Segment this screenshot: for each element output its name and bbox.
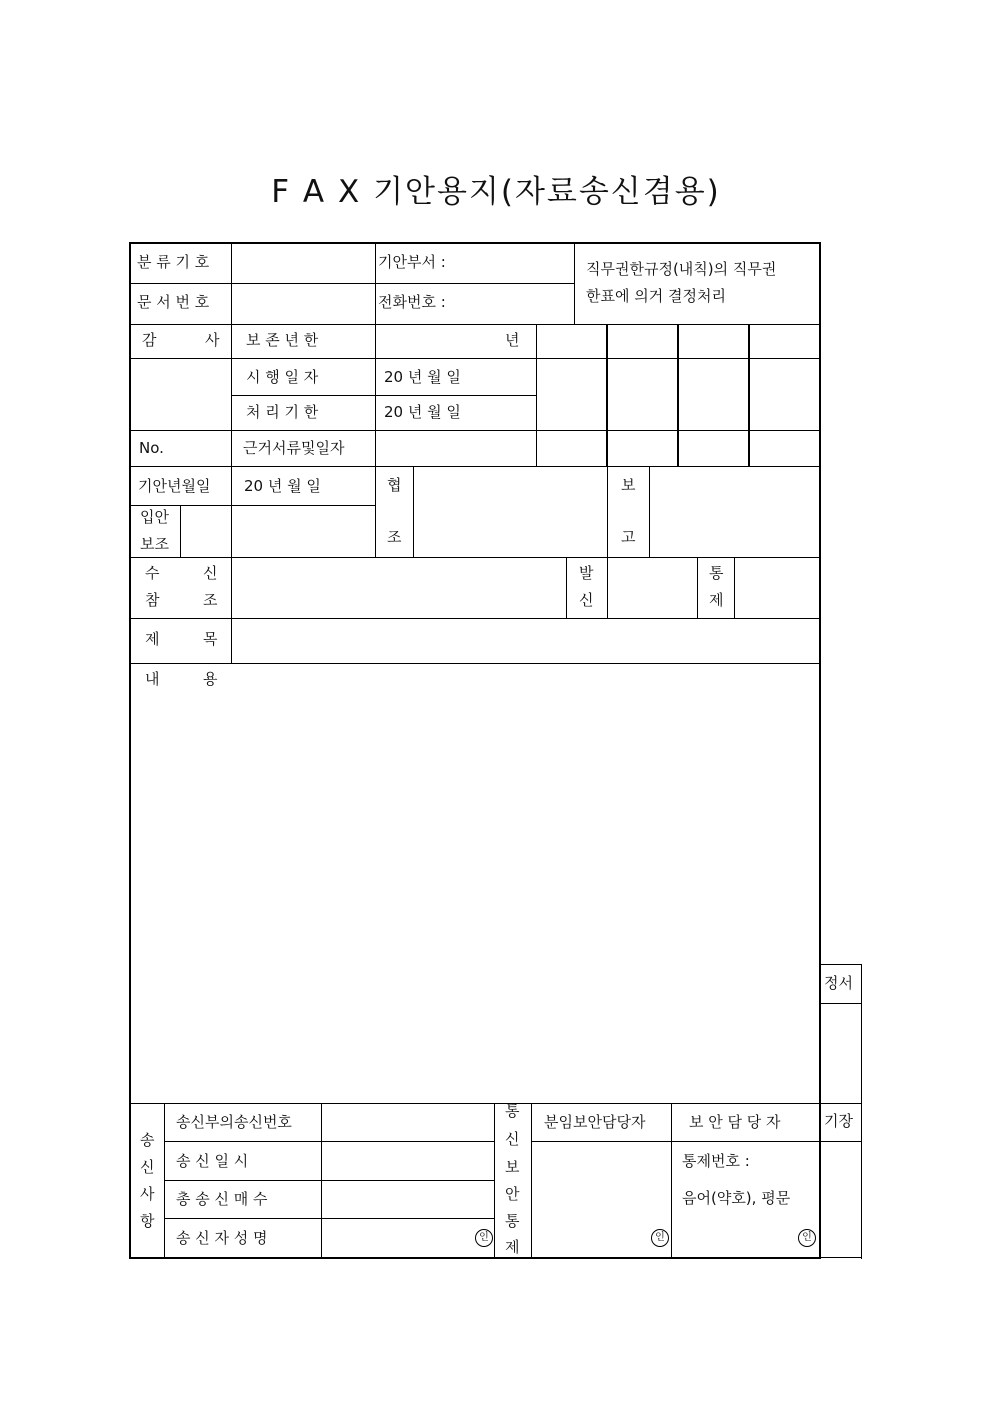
songsin-v-3: 사 <box>140 1185 155 1203</box>
label-gijang: 기장 <box>824 1112 853 1130</box>
label-gamsa-b: 사 <box>205 331 220 349</box>
label-naeyong-b: 용 <box>203 670 218 688</box>
label-sihaeng: 시 행 일 자 <box>246 368 319 386</box>
label-bojon: 보 존 년 한 <box>246 331 319 349</box>
label-chamjo-b: 조 <box>203 591 218 609</box>
label-go: 고 <box>621 528 636 546</box>
label-munseo: 문 서 번 호 <box>137 293 210 311</box>
label-je: 제 <box>709 591 724 609</box>
label-no: No. <box>139 439 164 457</box>
label-tongje-no: 통제번호 : <box>682 1152 750 1170</box>
label-gian-date: 기안년월일 <box>138 477 211 495</box>
note-line-2: 한표에 의거 결정처리 <box>586 287 726 305</box>
label-nyeon: 년 <box>505 331 520 349</box>
label-gian-dept: 기안부서 : <box>378 253 446 271</box>
label-sender-name: 송 신 자 성 명 <box>176 1229 268 1247</box>
songsin-v-1: 송 <box>140 1131 155 1149</box>
tongsin-v-4: 안 <box>505 1185 520 1203</box>
label-phone: 전화번호 : <box>378 293 446 311</box>
tongsin-v-6: 제 <box>505 1238 520 1256</box>
songsin-v-2: 신 <box>140 1158 155 1176</box>
tongsin-v-5: 통 <box>505 1212 520 1230</box>
label-bunryu: 분 류 기 호 <box>137 253 210 271</box>
label-jeongseo: 정서 <box>824 974 853 992</box>
tongsin-v-2: 신 <box>505 1130 520 1148</box>
sihaeng-date: 20 년 월 일 <box>384 368 461 386</box>
label-songsin-date: 송 신 일 시 <box>176 1152 249 1170</box>
songsin-v-4: 항 <box>140 1212 155 1230</box>
label-bo: 보 <box>621 476 636 494</box>
page-title: F A X 기안용지(자료송신겸용) <box>271 174 721 210</box>
seal-mark-sender: 인 <box>475 1229 493 1247</box>
label-cheori: 처 리 기 한 <box>246 403 319 421</box>
label-ipan: 입안 <box>140 508 169 526</box>
label-eumeo: 음어(약호), 평문 <box>682 1189 791 1207</box>
label-songsin-no: 송신부의송신번호 <box>176 1113 292 1131</box>
label-tong: 통 <box>709 564 724 582</box>
label-jo: 조 <box>387 528 402 546</box>
label-susin-a: 수 <box>145 564 160 582</box>
label-bunim: 분임보안담당자 <box>544 1113 646 1131</box>
label-bojo: 보조 <box>140 535 169 553</box>
tongsin-v-3: 보 <box>505 1158 520 1176</box>
label-boan: 보 안 담 당 자 <box>689 1113 781 1131</box>
label-bal: 발 <box>579 564 594 582</box>
label-geungeo: 근거서류및일자 <box>243 439 345 457</box>
seal-mark-bunim: 인 <box>651 1229 669 1247</box>
label-chamjo-a: 참 <box>145 591 160 609</box>
label-susin-b: 신 <box>203 564 218 582</box>
gian-date: 20 년 월 일 <box>244 477 321 495</box>
tongsin-v-1: 통 <box>505 1102 520 1120</box>
label-jemok-a: 제 <box>145 630 160 648</box>
label-gamsa-a: 감 <box>142 331 157 349</box>
cheori-date: 20 년 월 일 <box>384 403 461 421</box>
note-line-1: 직무권한규정(내칙)의 직무권 <box>586 260 777 278</box>
label-total-count: 총 송 신 매 수 <box>176 1190 268 1208</box>
label-hyeop: 협 <box>387 476 402 494</box>
label-jemok-b: 목 <box>203 630 218 648</box>
seal-mark-boan: 인 <box>798 1229 816 1247</box>
label-naeyong-a: 내 <box>145 670 160 688</box>
label-sin: 신 <box>579 591 594 609</box>
